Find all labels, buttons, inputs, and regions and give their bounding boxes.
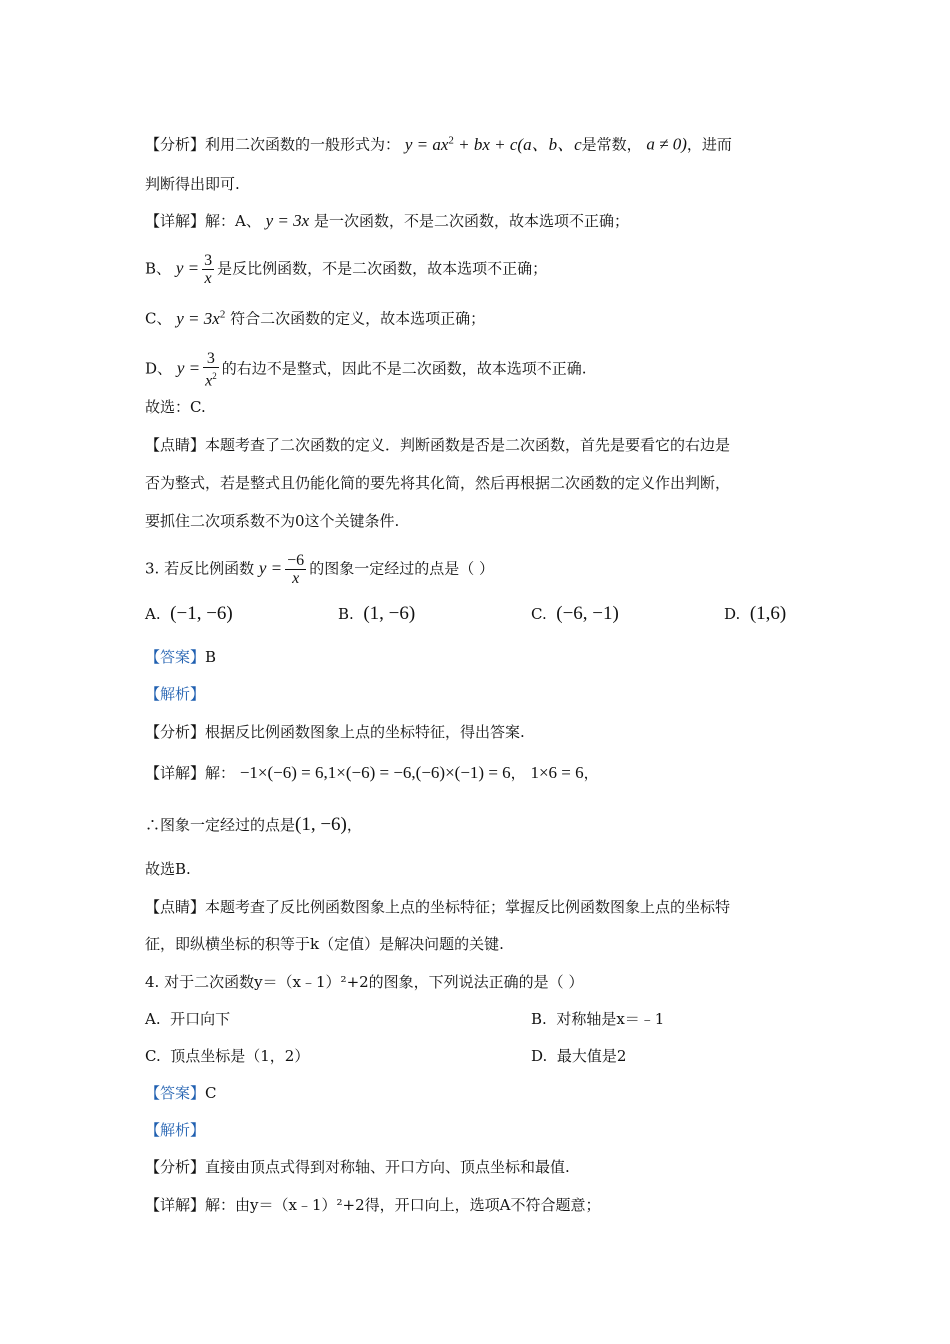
q2-detail-b: B、 y = $\frac{3}{x}$ 是反比例函数，不是二次函数，故本选项不正确； <box>145 252 548 287</box>
q2-detail-c: C、 $y = 3x^2$ 符合二次函数的定义，故本选项正确； <box>145 308 486 328</box>
q2-detail-a: 【详解】解：A、 y = 3x 是一次函数，不是二次函数，故本选项不正确； <box>145 211 629 230</box>
q3-comment-line2: 征，即纵横坐标的积等于k（定值）是解决问题的关键. <box>145 935 504 953</box>
q3-comment-line1: 【点睛】本题考查了反比例函数图象上点的坐标特征；掌握反比例函数图象上点的坐标特 <box>145 898 731 916</box>
q3-analysis: 【分析】根据反比例函数图象上点的坐标特征，得出答案. <box>145 723 525 741</box>
general-form-formula: $y = ax^2$ + bx + c(a、b、c <box>404 134 582 154</box>
fraction-3-over-x: $\frac{3}{x}$ <box>204 252 213 287</box>
detail-tag: 【详解】 <box>145 212 206 230</box>
q2-comment-line1: 【点睛】本题考查了二次函数的定义．判断函数是否是二次函数，首先是要看它的右边是 <box>145 436 731 454</box>
analysis-tag: 【分析】 <box>145 135 206 154</box>
q4-option-c: C. 顶点坐标是（1，2） <box>145 1047 310 1065</box>
q4-analysis: 【分析】直接由顶点式得到对称轴、开口方向、顶点坐标和最值. <box>145 1158 570 1176</box>
answer-tag: 【答案】 <box>145 648 206 666</box>
q2-comment-line2: 否为整式，若是整式且仍能化简的要先将其化简，然后再根据二次函数的定义作出判断， <box>145 474 731 492</box>
q2-choice: 故选：C. <box>145 398 206 416</box>
q4-jiexi-tag: 【解析】 <box>145 1121 206 1139</box>
q3-detail: 【详解】解： −1×(−6) = 6,1×(−6) = −6,(−6)×(−1) = 6， 1×6 = 6， <box>145 763 599 782</box>
fraction-3-over-x2: $\frac{3}{x^2}$ <box>205 350 217 390</box>
q3-therefore: ∴图象一定经过的点是(1, −6)， <box>145 814 362 835</box>
q3-option-d: D. (1,6) <box>724 603 787 624</box>
q4-detail: 【详解】解：由y＝（x﹣1）²+2得，开口向上，选项A不符合题意； <box>145 1196 601 1214</box>
q3-stem: 3. 若反比例函数 y = $\frac{-6}{x}$ 的图象一定经过的点是（ ） <box>145 552 494 587</box>
q4-answer: 【答案】C <box>145 1084 217 1102</box>
q4-option-b: B. 对称轴是x＝﹣1 <box>531 1010 665 1028</box>
q3-choice: 故选B. <box>145 860 191 878</box>
comment-tag: 【点睛】 <box>145 436 206 454</box>
q2-detail-d: D、 y = $\frac{3}{x^2}$ 的右边不是整式，因此不是二次函数，故本选项不正确. <box>145 350 587 390</box>
q3-answer: 【答案】B <box>145 648 217 666</box>
q4-option-d: D. 最大值是2 <box>531 1047 627 1065</box>
q2-comment-line3: 要抓住二次项系数不为0这个关键条件. <box>145 512 400 530</box>
q3-option-c: C. (−6, −1) <box>531 603 619 624</box>
q2-analysis-line1: 【分析】利用二次函数的一般形式为： $y = ax^2$ + bx + c(a、b、c是常数， a ≠ 0)，进而 <box>145 134 732 154</box>
fraction-minus6-over-x: $\frac{-6}{x}$ <box>287 552 305 587</box>
q3-jiexi-tag: 【解析】 <box>145 685 206 703</box>
q3-option-b: B. (1, −6) <box>338 603 416 624</box>
q4-option-a: A. 开口向下 <box>145 1010 231 1028</box>
q3-option-a: A. (−1, −6) <box>145 603 233 624</box>
q2-analysis-line2: 判断得出即可. <box>145 175 240 193</box>
q4-stem: 4. 对于二次函数y＝（x﹣1）²+2的图象，下列说法正确的是（ ） <box>145 973 584 991</box>
